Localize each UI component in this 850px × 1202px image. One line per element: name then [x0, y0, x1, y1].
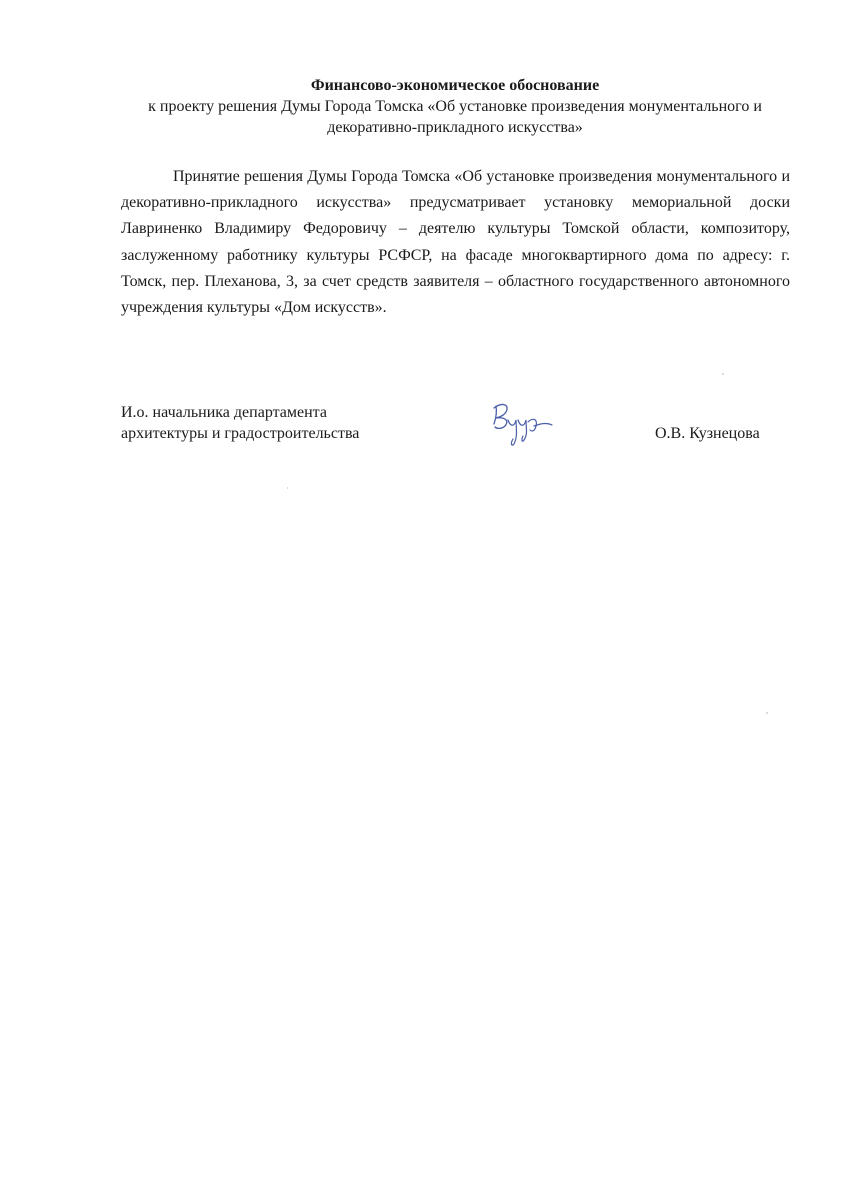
document-body-paragraph: Принятие решения Думы Города Томска «Об установке произведения монументального и декоративно-прикладного искусства» предусматривает установку мемориальной доски Лавриненко Владимиру Федоровичу – деятелю культуры Томской области, композитору, заслуженному работнику культуры РСФСР, на фасаде многоквартирного дома по адресу: г. Томск, пер. Плеханова, 3, за счет средств заявителя – областного государственного автономного учреждения культуры «Дом искусств». [121, 168, 790, 317]
signer-position-line-1: И.о. начальника департамента [121, 404, 327, 421]
signer-position [121, 402, 421, 444]
document-subtitle: к проекту решения Думы Города Томска «Об установке произведения монументального и декоративно-прикладного искусства» [148, 98, 762, 136]
scan-speck [722, 373, 724, 375]
scan-speck [287, 487, 288, 489]
signer-position-line-2: архитектуры и градостроительства [121, 425, 360, 442]
signer-name: О.В. Кузнецова [655, 425, 760, 442]
scan-speck [766, 712, 768, 714]
document-title: Финансово-экономическое обоснование [310, 77, 600, 94]
signature-icon [488, 398, 560, 448]
